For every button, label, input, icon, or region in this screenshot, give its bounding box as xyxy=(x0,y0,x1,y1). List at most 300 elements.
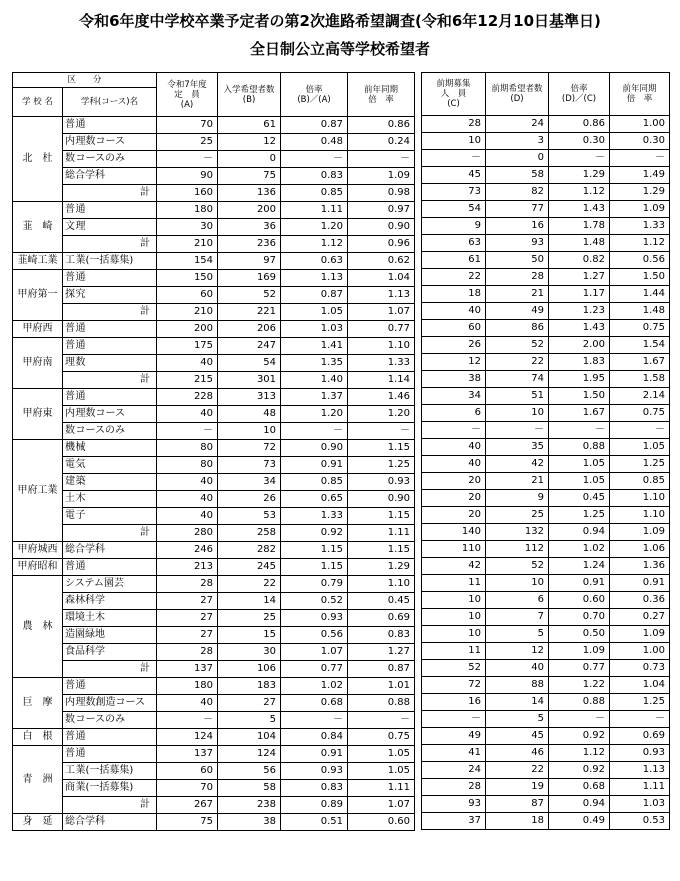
total-label: 計 xyxy=(63,661,157,678)
teiin-cell: 60 xyxy=(157,287,218,304)
zenki-bairitsu-cell: 0.94 xyxy=(549,796,610,813)
zenki-zennen-cell: 0.85 xyxy=(610,473,670,490)
table-row xyxy=(13,321,415,338)
kibou-cell: 34 xyxy=(218,474,281,491)
total-label: 計 xyxy=(63,525,157,542)
boshu-cell: 110 xyxy=(422,541,486,558)
table-row xyxy=(13,406,415,423)
zenki-bairitsu-cell: － xyxy=(549,150,610,167)
teiin-cell: 210 xyxy=(157,236,218,253)
kibou-cell: 52 xyxy=(218,287,281,304)
zennen-cell: 0.96 xyxy=(348,236,415,253)
teiin-cell: 40 xyxy=(157,355,218,372)
boshu-cell: 45 xyxy=(422,167,486,184)
dept-name: コースのみ xyxy=(74,423,157,440)
zenki-zennen-cell: 1.03 xyxy=(610,796,670,813)
teiin-cell: 40 xyxy=(157,491,218,508)
table-row xyxy=(422,762,670,779)
kibou-cell: 22 xyxy=(218,576,281,593)
boshu-cell: 10 xyxy=(422,609,486,626)
teiin-cell: 175 xyxy=(157,338,218,355)
total-label: 計 xyxy=(63,304,157,321)
kibou-cell: 200 xyxy=(218,202,281,219)
zennen-cell: 0.98 xyxy=(348,185,415,202)
kibou-cell: 136 xyxy=(218,185,281,202)
zennen-cell: 1.07 xyxy=(348,304,415,321)
zennen-cell: 1.11 xyxy=(348,525,415,542)
dept-prefix: 文 xyxy=(63,219,74,236)
bairitsu-cell: 0.51 xyxy=(281,814,348,831)
bairitsu-cell: 1.20 xyxy=(281,406,348,423)
school-name: 甲府城西 xyxy=(13,542,63,559)
zenki-kibou-cell: 25 xyxy=(486,507,549,524)
zennen-cell: 1.04 xyxy=(348,270,415,287)
zenki-kibou-cell: 74 xyxy=(486,371,549,388)
bairitsu-cell: 0.85 xyxy=(281,185,348,202)
zennen-cell: 1.01 xyxy=(348,678,415,695)
zenki-zennen-cell: 1.00 xyxy=(610,643,670,660)
table-row xyxy=(422,558,670,575)
zenki-zennen-cell: 1.49 xyxy=(610,167,670,184)
table-row xyxy=(422,439,670,456)
dept-prefix: 土 xyxy=(63,491,74,508)
zenki-kibou-cell: 40 xyxy=(486,660,549,677)
zenki-bairitsu-cell: 1.95 xyxy=(549,371,610,388)
dept-prefix: 普 xyxy=(63,559,74,576)
dept-name: システム園芸 xyxy=(63,576,157,593)
dept-prefix: 普 xyxy=(63,202,74,219)
bairitsu-cell: 0.93 xyxy=(281,763,348,780)
kibou-cell: 258 xyxy=(218,525,281,542)
zenki-kibou-cell: 58 xyxy=(486,167,549,184)
dept-prefix: 電 xyxy=(63,457,74,474)
table-row xyxy=(422,422,670,439)
zenki-zennen-cell: 1.04 xyxy=(610,677,670,694)
bairitsu-cell: 0.93 xyxy=(281,610,348,627)
teiin-cell: 154 xyxy=(157,253,218,270)
boshu-cell: 40 xyxy=(422,439,486,456)
total-row xyxy=(422,303,670,320)
zenki-kibou-cell: 77 xyxy=(486,201,549,218)
zenki-kibou-cell: 50 xyxy=(486,252,549,269)
dept-prefix: 理 xyxy=(63,355,74,372)
table-row xyxy=(13,270,415,287)
zenki-bairitsu-cell: 1.78 xyxy=(549,218,610,235)
table-row xyxy=(422,269,670,286)
zenki-kibou-cell: 0 xyxy=(486,150,549,167)
zenki-kibou-cell: 18 xyxy=(486,813,549,830)
zennen-cell: 1.15 xyxy=(348,508,415,525)
school-name: 甲府昭和 xyxy=(13,559,63,576)
zennen-cell: 1.25 xyxy=(348,457,415,474)
school-name: 青 洲 xyxy=(13,746,63,814)
dept-name: 通 xyxy=(74,389,157,406)
kibou-cell: 48 xyxy=(218,406,281,423)
table-row xyxy=(422,694,670,711)
teiin-cell: 28 xyxy=(157,644,218,661)
zenki-bairitsu-cell: 1.17 xyxy=(549,286,610,303)
teiin-cell: 60 xyxy=(157,763,218,780)
zenki-bairitsu-cell: 0.82 xyxy=(549,252,610,269)
teiin-cell: 246 xyxy=(157,542,218,559)
zennen-cell: 0.88 xyxy=(348,695,415,712)
bairitsu-cell: 0.77 xyxy=(281,661,348,678)
zenki-bairitsu-cell: － xyxy=(549,422,610,439)
zenki-zennen-cell: 1.67 xyxy=(610,354,670,371)
zenki-kibou-cell: 16 xyxy=(486,218,549,235)
zenki-bairitsu-cell: 1.48 xyxy=(549,235,610,252)
kibou-cell: 104 xyxy=(218,729,281,746)
zennen-cell: 1.20 xyxy=(348,406,415,423)
teiin-cell: － xyxy=(157,423,218,440)
zenki-zennen-cell: 1.09 xyxy=(610,524,670,541)
boshu-cell: 49 xyxy=(422,728,486,745)
kibou-cell: 14 xyxy=(218,593,281,610)
teiin-cell: 40 xyxy=(157,695,218,712)
table-row xyxy=(13,814,415,831)
boshu-cell: 73 xyxy=(422,184,486,201)
table-row xyxy=(422,592,670,609)
boshu-cell: 16 xyxy=(422,694,486,711)
table-row xyxy=(13,474,415,491)
zenki-kibou-cell: 22 xyxy=(486,762,549,779)
kibou-cell: 54 xyxy=(218,355,281,372)
bairitsu-cell: 1.12 xyxy=(281,236,348,253)
school-name: 甲府西 xyxy=(13,321,63,338)
zenki-bairitsu-cell: 0.92 xyxy=(549,762,610,779)
boshu-cell: 20 xyxy=(422,507,486,524)
bairitsu-cell: 1.03 xyxy=(281,321,348,338)
table-row xyxy=(422,405,670,422)
kibou-cell: 75 xyxy=(218,168,281,185)
zenki-bairitsu-cell: 1.09 xyxy=(549,643,610,660)
kibou-cell: 58 xyxy=(218,780,281,797)
kibou-cell: 247 xyxy=(218,338,281,355)
kibou-cell: 313 xyxy=(218,389,281,406)
dept-name: 数 xyxy=(74,355,157,372)
table-row xyxy=(422,473,670,490)
zennen-cell: 0.24 xyxy=(348,134,415,151)
dept-name: 築 xyxy=(74,474,157,491)
zenki-zennen-cell: 0.30 xyxy=(610,133,670,150)
boshu-cell: － xyxy=(422,422,486,439)
dept-name: 森林科学 xyxy=(63,593,157,610)
boshu-cell: 20 xyxy=(422,490,486,507)
zenki-bairitsu-cell: 0.91 xyxy=(549,575,610,592)
teiin-cell: 137 xyxy=(157,746,218,763)
zenki-bairitsu-cell: 1.43 xyxy=(549,201,610,218)
zenki-bairitsu-cell: － xyxy=(549,711,610,728)
dept-name: 通 xyxy=(74,117,157,134)
zenki-zennen-cell: 1.11 xyxy=(610,779,670,796)
zennen-cell: 1.11 xyxy=(348,780,415,797)
zenki-zennen-cell: 0.75 xyxy=(610,320,670,337)
dept-name: 械 xyxy=(74,440,157,457)
table-row xyxy=(422,813,670,830)
boshu-cell: － xyxy=(422,150,486,167)
zenki-kibou-cell: 5 xyxy=(486,711,549,728)
zenki-zennen-cell: 1.58 xyxy=(610,371,670,388)
kibou-cell: 106 xyxy=(218,661,281,678)
table-row xyxy=(422,167,670,184)
zenki-kibou-cell: 45 xyxy=(486,728,549,745)
zenki-zennen-cell: 0.53 xyxy=(610,813,670,830)
bairitsu-cell: 0.79 xyxy=(281,576,348,593)
bairitsu-cell: － xyxy=(281,423,348,440)
bairitsu-cell: 0.84 xyxy=(281,729,348,746)
zenki-bairitsu-cell: 1.02 xyxy=(549,541,610,558)
table-row xyxy=(13,712,415,729)
zenki-zennen-header: 前年同期 倍 率 xyxy=(610,73,670,116)
table-row xyxy=(422,745,670,762)
total-row xyxy=(13,525,415,542)
zenki-zennen-cell: 0.56 xyxy=(610,252,670,269)
dept-prefix: 数 xyxy=(63,423,74,440)
zennen-cell: 0.69 xyxy=(348,610,415,627)
zenki-bairitsu-cell: 1.50 xyxy=(549,388,610,405)
zenki-zennen-cell: 0.75 xyxy=(610,405,670,422)
school-name: 甲府南 xyxy=(13,338,63,389)
table-row xyxy=(422,218,670,235)
dept-name: 総合学科 xyxy=(63,168,157,185)
table-row xyxy=(13,457,415,474)
page-subtitle: 全日制公立高等学校希望者 xyxy=(249,40,430,58)
zenki-zennen-cell: 1.33 xyxy=(610,218,670,235)
teiin-header: 令和7年度 定 員 (A) xyxy=(157,73,218,117)
zenki-kibou-cell: 3 xyxy=(486,133,549,150)
zennen-cell: － xyxy=(348,423,415,440)
zennen-cell: 0.93 xyxy=(348,474,415,491)
zenki-kibou-cell: 132 xyxy=(486,524,549,541)
dept-name: 通 xyxy=(74,270,157,287)
kibou-cell: 26 xyxy=(218,491,281,508)
zenki-zennen-cell: 1.05 xyxy=(610,439,670,456)
school-name: 韮 崎 xyxy=(13,202,63,253)
kibou-header: 入学希望者数 (B) xyxy=(218,73,281,117)
total-row xyxy=(422,235,670,252)
dept-name: 造園緑地 xyxy=(63,627,157,644)
boshu-cell: 10 xyxy=(422,133,486,150)
dept-prefix: 内 xyxy=(63,134,74,151)
school-name: 甲府第一 xyxy=(13,270,63,321)
zenki-bairitsu-cell: 0.49 xyxy=(549,813,610,830)
teiin-cell: 150 xyxy=(157,270,218,287)
zenki-bairitsu-cell: 1.25 xyxy=(549,507,610,524)
zennen-cell: 1.27 xyxy=(348,644,415,661)
table-row xyxy=(422,150,670,167)
kibou-cell: 36 xyxy=(218,219,281,236)
zenki-kibou-cell: 82 xyxy=(486,184,549,201)
zenki-bairitsu-cell: 1.24 xyxy=(549,558,610,575)
zennen-cell: 0.75 xyxy=(348,729,415,746)
dept-prefix: 数 xyxy=(63,151,74,168)
dept-prefix: 工 xyxy=(63,763,74,780)
bairitsu-cell: 0.87 xyxy=(281,117,348,134)
zenki-kibou-cell: 22 xyxy=(486,354,549,371)
kibou-cell: 97 xyxy=(218,253,281,270)
table-row xyxy=(13,763,415,780)
boshu-cell: 28 xyxy=(422,116,486,133)
table-row xyxy=(422,677,670,694)
zenki-bairitsu-cell: 1.23 xyxy=(549,303,610,320)
teiin-cell: 267 xyxy=(157,797,218,814)
kibou-cell: 221 xyxy=(218,304,281,321)
zenki-table xyxy=(421,72,670,830)
teiin-cell: 40 xyxy=(157,406,218,423)
zenki-zennen-cell: 0.91 xyxy=(610,575,670,592)
table-row xyxy=(422,575,670,592)
zenki-bairitsu-cell: 1.27 xyxy=(549,269,610,286)
teiin-cell: 213 xyxy=(157,559,218,576)
zennen-cell: 1.46 xyxy=(348,389,415,406)
dept-name: 通 xyxy=(74,202,157,219)
dept-name: 食品科学 xyxy=(63,644,157,661)
zennen-cell: 1.13 xyxy=(348,287,415,304)
dept-name: コースのみ xyxy=(74,151,157,168)
table-row xyxy=(13,542,415,559)
zenki-kibou-cell: 5 xyxy=(486,626,549,643)
zenki-bairitsu-cell: 0.88 xyxy=(549,694,610,711)
zennen-cell: 0.90 xyxy=(348,219,415,236)
bairitsu-cell: 1.15 xyxy=(281,559,348,576)
total-row xyxy=(13,372,415,389)
teiin-cell: 90 xyxy=(157,168,218,185)
zenki-zennen-cell: 0.73 xyxy=(610,660,670,677)
zenki-bairitsu-cell: 1.05 xyxy=(549,473,610,490)
zenki-kibou-cell: 35 xyxy=(486,439,549,456)
teiin-cell: － xyxy=(157,712,218,729)
zenki-bairitsu-cell: 0.50 xyxy=(549,626,610,643)
bairitsu-cell: 1.35 xyxy=(281,355,348,372)
zenki-kibou-cell: 10 xyxy=(486,575,549,592)
teiin-cell: 180 xyxy=(157,202,218,219)
zenki-kibou-cell: 9 xyxy=(486,490,549,507)
teiin-cell: 80 xyxy=(157,440,218,457)
zenki-kibou-cell: 52 xyxy=(486,558,549,575)
zenki-kibou-cell: 7 xyxy=(486,609,549,626)
table-row xyxy=(422,354,670,371)
teiin-cell: 137 xyxy=(157,661,218,678)
zennen-cell: 1.10 xyxy=(348,338,415,355)
zenki-zennen-cell: 1.44 xyxy=(610,286,670,303)
kibou-cell: 206 xyxy=(218,321,281,338)
table-row xyxy=(422,507,670,524)
zenki-zennen-cell: － xyxy=(610,711,670,728)
table-row xyxy=(13,559,415,576)
zenki-zennen-cell: 1.54 xyxy=(610,337,670,354)
zenki-kibou-cell: 24 xyxy=(486,116,549,133)
boshu-cell: 42 xyxy=(422,558,486,575)
bairitsu-cell: 0.90 xyxy=(281,440,348,457)
table-row xyxy=(422,779,670,796)
boshu-cell: 72 xyxy=(422,677,486,694)
kibou-cell: 183 xyxy=(218,678,281,695)
table-row xyxy=(13,627,415,644)
zennen-cell: 1.29 xyxy=(348,559,415,576)
bairitsu-cell: 0.48 xyxy=(281,134,348,151)
table-row xyxy=(13,338,415,355)
boshu-cell: 41 xyxy=(422,745,486,762)
kibou-cell: 72 xyxy=(218,440,281,457)
zenki-zennen-cell: 1.48 xyxy=(610,303,670,320)
bairitsu-cell: 1.37 xyxy=(281,389,348,406)
zennen-cell: － xyxy=(348,151,415,168)
zenki-kibou-cell: 21 xyxy=(486,473,549,490)
zenki-bairitsu-cell: 0.88 xyxy=(549,439,610,456)
table-row xyxy=(13,287,415,304)
zenki-kibou-cell: 21 xyxy=(486,286,549,303)
table-row xyxy=(422,286,670,303)
total-row xyxy=(13,797,415,814)
bairitsu-cell: 0.87 xyxy=(281,287,348,304)
dept-name: 子 xyxy=(74,508,157,525)
bairitsu-cell: 1.05 xyxy=(281,304,348,321)
dept-prefix: 普 xyxy=(63,270,74,287)
table-row xyxy=(13,423,415,440)
zenki-zennen-cell: － xyxy=(610,422,670,439)
boshu-cell: 93 xyxy=(422,796,486,813)
bairitsu-cell: 0.52 xyxy=(281,593,348,610)
bairitsu-cell: 1.15 xyxy=(281,542,348,559)
bairitsu-cell: 0.92 xyxy=(281,525,348,542)
table-row xyxy=(422,541,670,558)
boshu-cell: 38 xyxy=(422,371,486,388)
zenki-zennen-cell: 0.27 xyxy=(610,609,670,626)
zenki-zennen-cell: 1.13 xyxy=(610,762,670,779)
boshu-cell: 54 xyxy=(422,201,486,218)
kubun-header: 区 分 xyxy=(13,73,157,88)
table-row xyxy=(422,337,670,354)
zennen-cell: 1.09 xyxy=(348,168,415,185)
dept-prefix: 工 xyxy=(63,253,74,270)
dept-name: 木 xyxy=(74,491,157,508)
boshu-cell: 40 xyxy=(422,456,486,473)
zenki-kibou-cell: 52 xyxy=(486,337,549,354)
total-label: 計 xyxy=(63,372,157,389)
boshu-cell: － xyxy=(422,711,486,728)
table-row xyxy=(422,626,670,643)
boshu-cell: 6 xyxy=(422,405,486,422)
dept-name: 理数コース xyxy=(74,134,157,151)
zenki-zennen-cell: 1.29 xyxy=(610,184,670,201)
bairitsu-cell: 0.83 xyxy=(281,168,348,185)
table-row xyxy=(13,168,415,185)
dept-name: 理 xyxy=(74,219,157,236)
school-header: 学 校 名 xyxy=(13,88,63,117)
kibou-cell: 124 xyxy=(218,746,281,763)
zenki-zennen-cell: － xyxy=(610,150,670,167)
zennen-cell: 0.87 xyxy=(348,661,415,678)
zenki-bairitsu-cell: 0.60 xyxy=(549,592,610,609)
table-row xyxy=(13,593,415,610)
boshu-cell: 12 xyxy=(422,354,486,371)
kibou-cell: 15 xyxy=(218,627,281,644)
bairitsu-cell: 0.68 xyxy=(281,695,348,712)
table-row xyxy=(13,695,415,712)
boshu-cell: 11 xyxy=(422,575,486,592)
dept-prefix: 建 xyxy=(63,474,74,491)
zenki-bairitsu-cell: 2.00 xyxy=(549,337,610,354)
bairitsu-cell: 1.02 xyxy=(281,678,348,695)
zenki-kibou-cell: 12 xyxy=(486,643,549,660)
dept-prefix: 電 xyxy=(63,508,74,525)
zennen-cell: 1.10 xyxy=(348,576,415,593)
zenki-zennen-cell: 1.36 xyxy=(610,558,670,575)
dept-name: 究 xyxy=(74,287,157,304)
zenki-bairitsu-cell: 0.68 xyxy=(549,779,610,796)
dept-name: 環境土木 xyxy=(63,610,157,627)
dept-name: 通 xyxy=(74,678,157,695)
